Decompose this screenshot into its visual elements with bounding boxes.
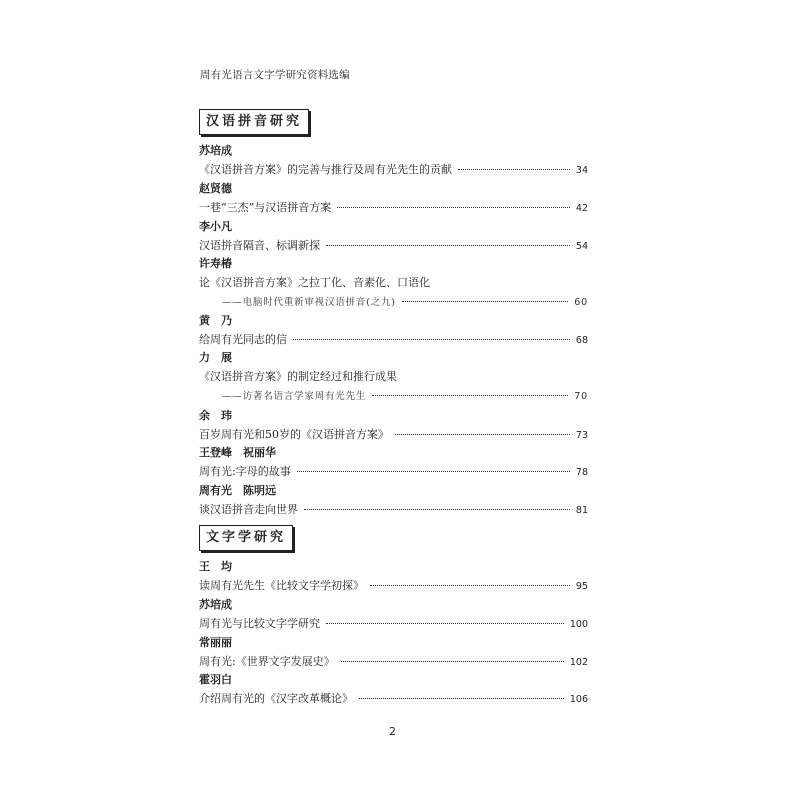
dot-leader	[359, 698, 564, 699]
toc-entry[interactable]	[199, 161, 588, 177]
author-name: 黄 乃	[199, 314, 232, 327]
author-name: 赵贤德	[199, 182, 232, 195]
page-number: 106	[569, 694, 588, 705]
entry-title: 读周有光先生《比较文字学初探》	[199, 579, 364, 592]
entry-title: 周有光与比较文字学研究	[199, 617, 320, 630]
page-number: 81	[575, 505, 588, 516]
dot-leader	[297, 471, 570, 472]
entry-title: 给周有光同志的信	[199, 333, 287, 346]
toc-entry[interactable]	[199, 274, 588, 290]
author-name: 力 展	[199, 351, 232, 364]
page-number: 42	[575, 203, 588, 214]
entry-title: 《汉语拼音方案》的完善与推行及周有光先生的贡献	[199, 163, 452, 176]
page-number: 60	[574, 297, 588, 308]
entry-title: 周有光:《世界文字发展史》	[199, 655, 335, 668]
toc-entry[interactable]	[199, 199, 588, 215]
page-number: 95	[575, 581, 588, 592]
toc-entry[interactable]	[199, 577, 588, 593]
author-name: 许寿椿	[199, 257, 232, 270]
author-name: 王登峰 祝丽华	[199, 446, 276, 459]
toc-subtitle[interactable]	[222, 388, 588, 402]
entry-title: 论《汉语拼音方案》之拉丁化、音素化、口语化	[199, 276, 430, 289]
toc-entry[interactable]	[199, 237, 588, 253]
entry-title: 一巷“三杰”与汉语拼音方案	[199, 201, 332, 214]
author-name: 苏培成	[199, 144, 232, 157]
entry-title: 介绍周有光的《汉字改革概论》	[199, 692, 353, 705]
dot-leader	[395, 434, 570, 435]
toc-entry[interactable]	[199, 368, 588, 384]
toc-entry[interactable]	[199, 501, 588, 517]
author-name: 常丽丽	[199, 636, 232, 649]
entry-title: 《汉语拼音方案》的制定经过和推行成果	[199, 370, 397, 383]
entry-subtitle: ——访著名语言学家周有光先生	[222, 391, 367, 402]
author-name: 李小凡	[199, 220, 232, 233]
toc-entry[interactable]	[199, 690, 588, 706]
author-name: 苏培成	[199, 598, 232, 611]
dot-leader	[341, 661, 564, 662]
toc-entry[interactable]	[199, 331, 588, 347]
page-number: 54	[575, 241, 588, 252]
entry-subtitle: ——电脑时代重新审视汉语拼音(之九)	[222, 297, 396, 308]
page-number: 78	[575, 467, 588, 478]
toc-entry[interactable]	[199, 615, 588, 631]
entry-title: 汉语拼音隔音、标调新探	[199, 239, 320, 252]
toc-entry[interactable]	[199, 426, 588, 442]
entry-title: 谈汉语拼音走向世界	[199, 503, 298, 516]
page-number: 100	[569, 619, 588, 630]
author-name: 霍羽白	[199, 673, 232, 686]
page-number: 70	[574, 391, 588, 402]
page-number: 73	[575, 430, 588, 441]
dot-leader	[337, 207, 570, 208]
dot-leader	[458, 169, 570, 170]
dot-leader	[326, 623, 564, 624]
toc-entry[interactable]	[199, 463, 588, 479]
author-name: 周有光 陈明远	[199, 484, 276, 497]
running-head: 周有光语言文字学研究资料选编	[200, 69, 350, 81]
dot-leader	[304, 509, 570, 510]
page-folio: 2	[389, 725, 396, 738]
dot-leader	[293, 339, 570, 340]
entry-title: 周有光:字母的故事	[199, 465, 291, 478]
section-heading-philology: 文字学研究	[199, 525, 293, 551]
page-number: 68	[575, 335, 588, 346]
toc-entry[interactable]	[199, 653, 588, 669]
page-number: 34	[575, 165, 588, 176]
dot-leader	[370, 585, 570, 586]
dot-leader	[402, 301, 568, 302]
dot-leader	[326, 245, 570, 246]
page-number: 102	[569, 657, 588, 668]
author-name: 王 均	[199, 560, 232, 573]
toc-subtitle[interactable]	[222, 294, 588, 308]
entry-title: 百岁周有光和50岁的《汉语拼音方案》	[199, 428, 389, 441]
section-heading-pinyin: 汉语拼音研究	[199, 109, 309, 135]
dot-leader	[372, 395, 568, 396]
author-name: 余 玮	[199, 409, 232, 422]
